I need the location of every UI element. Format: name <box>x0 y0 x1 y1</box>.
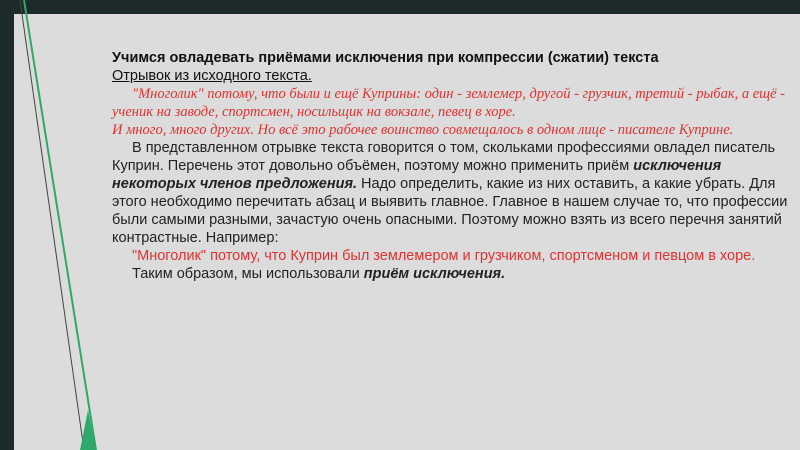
compressed-example <box>112 247 792 265</box>
analysis-highlight: исключения некоторых членов предложения. <box>112 158 722 192</box>
slide-title: Учимся овладевать приёмами исключения при компрессии (сжатии) текста <box>112 50 659 66</box>
source-quote-continuation: И много, много других. Но всё это рабочее воинство совмещалось в одном лице - писателе Куприне. <box>112 122 734 138</box>
analysis-text-1: В представленном отрывке текста говорится о том, скольками профессиями овладел писатель Куприн. Перечень этот довольно объёмен, поэтому можно применить приём <box>112 140 776 174</box>
conclusion-highlight: приём исключения. <box>363 266 506 282</box>
conclusion-text: Таким образом, мы использовали <box>132 266 364 282</box>
analysis-text-2: Надо определить, какие из них оставить, а какие убрать. Для этого необходимо перечитать абзац и выявить главное. Главное в нашем случае то, что профессии были самыми разными, зачастую очень опасными. Поэтому можно взять из всего перечня занятий контрастные. Например: <box>112 176 788 246</box>
source-quote-part-1: "Многолик" потому, что были и ещё Куприны: один - землемер, другой - грузчик, третий - рыбак, а ещё - ученик на заводе, спортсмен, носильщик на вокзале, певец в хоре. <box>112 86 786 120</box>
analysis-paragraph <box>112 139 792 247</box>
conclusion <box>112 265 792 283</box>
compressed-example-text: "Многолик" потому, что Куприн был землемером и грузчиком, спортсменом и певцом в хоре. <box>132 248 756 264</box>
slide-subtitle: Отрывок из исходного текста. <box>112 68 312 84</box>
source-quote <box>112 85 792 121</box>
slide-content <box>112 49 792 283</box>
